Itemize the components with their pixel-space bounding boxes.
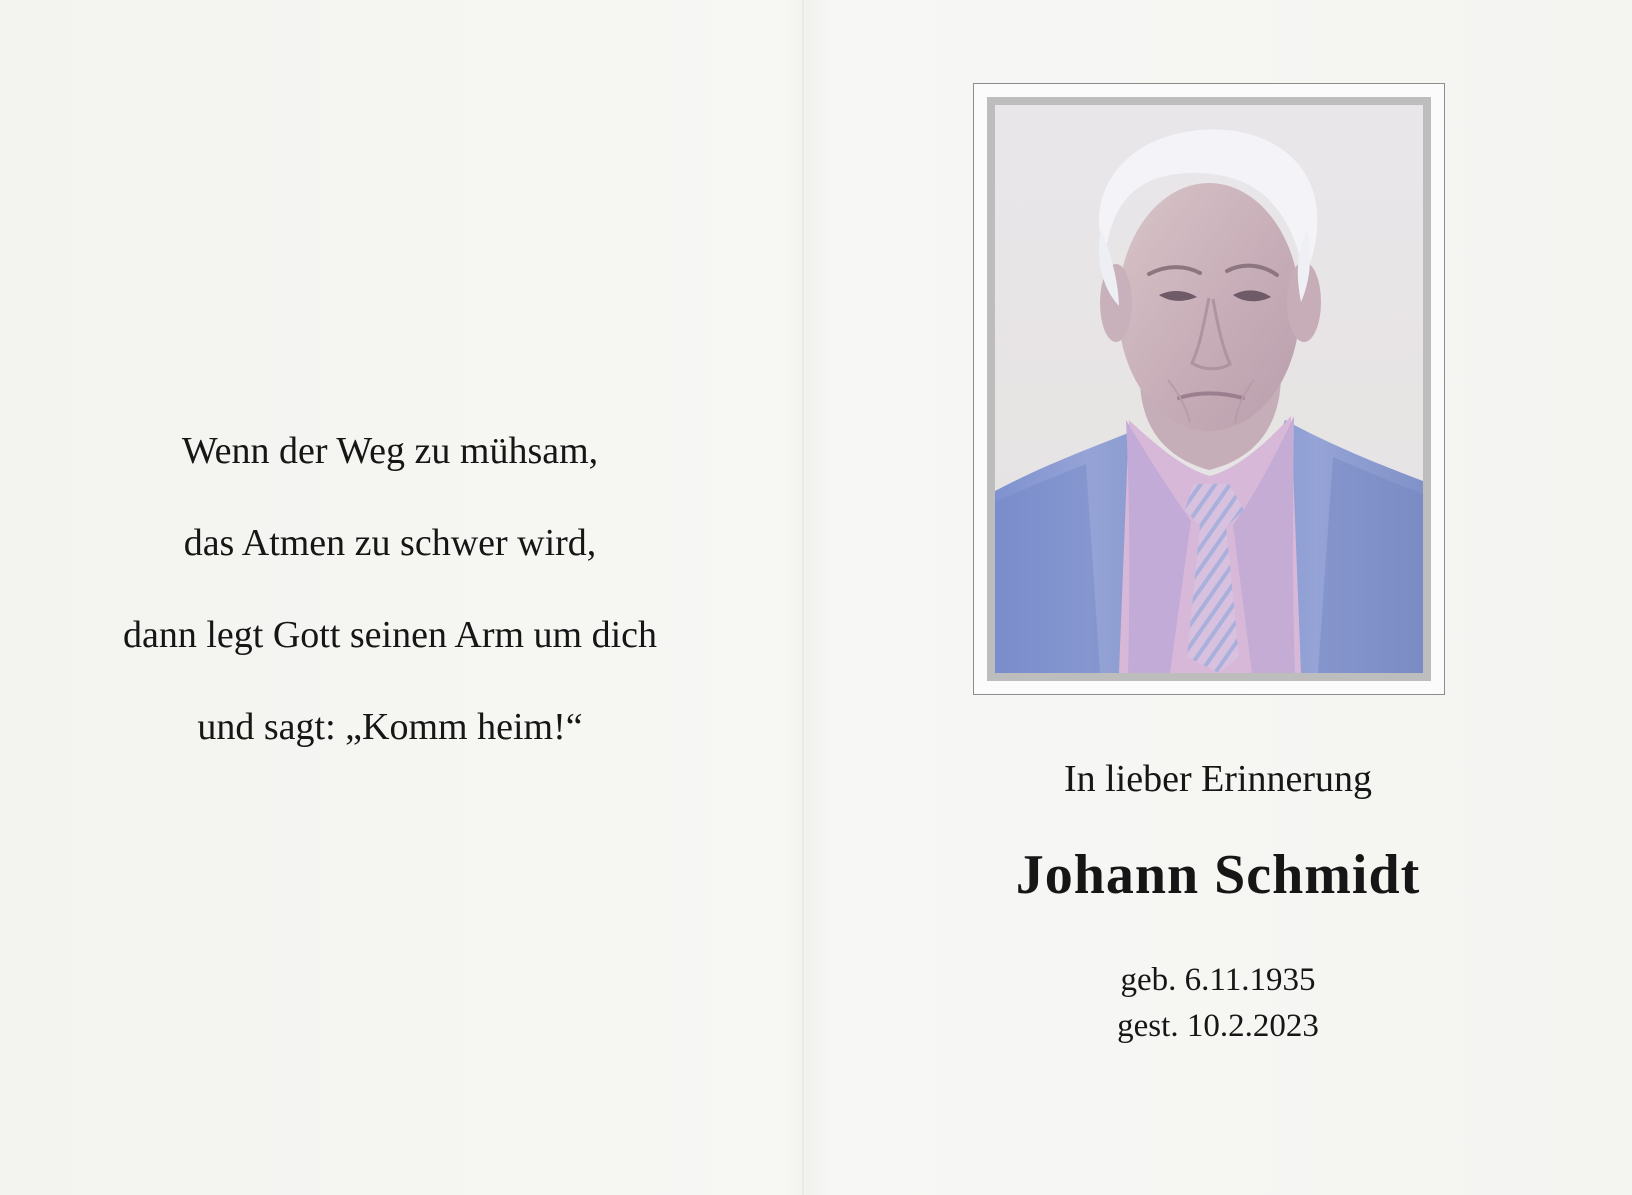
deceased-name: Johann Schmidt xyxy=(1015,844,1421,906)
right-page xyxy=(804,0,1632,1195)
portrait-frame xyxy=(973,83,1445,695)
verse-line-3: dann legt Gott seinen Arm um dich xyxy=(122,614,658,656)
jacket-left-shadow xyxy=(995,464,1100,673)
portrait-illustration xyxy=(995,105,1423,673)
portrait-photo xyxy=(995,105,1423,673)
jacket-right-shadow xyxy=(1318,457,1423,673)
birth-date: geb. 6.11.1935 xyxy=(1120,962,1316,998)
portrait-mat xyxy=(987,97,1431,681)
memorial-verse xyxy=(40,405,740,773)
death-date: gest. 10.2.2023 xyxy=(1117,1008,1319,1044)
verse-line-4: und sagt: „Komm heim!“ xyxy=(197,706,583,748)
verse-line-2: das Atmen zu schwer wird, xyxy=(183,522,597,564)
left-page xyxy=(0,0,802,1195)
memorial-heading: In lieber Erinnerung xyxy=(1063,758,1373,800)
verse-line-1: Wenn der Weg zu mühsam, xyxy=(181,430,599,472)
